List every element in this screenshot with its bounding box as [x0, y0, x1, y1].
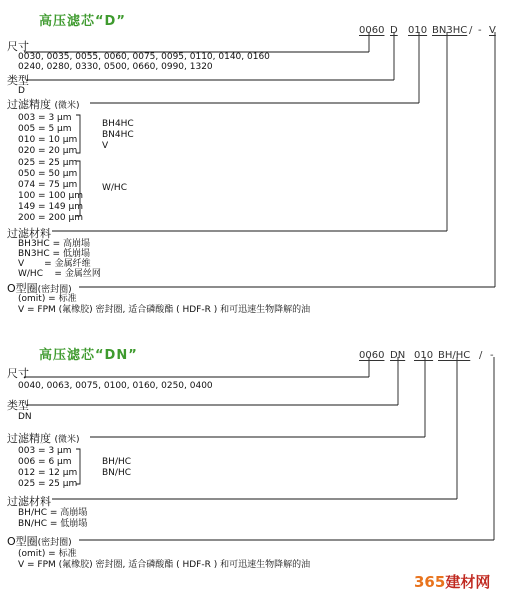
d-code-dash: -	[478, 25, 482, 36]
dn-precision-025: 025 = 25 μm	[18, 479, 78, 489]
dn-size-label: 尺寸	[7, 367, 29, 380]
d-code-material: BN3HC	[432, 25, 468, 36]
d-oring-label: O型圈(密封圈)	[7, 282, 72, 295]
d-material-row-1: BH3HC = 高崩塌	[18, 239, 90, 249]
d-group1-material-3: V	[102, 141, 109, 151]
dn-code-precision: 010	[414, 350, 434, 361]
d-size-row-1: 0030, 0035, 0055, 0060, 0075, 0095, 0110, 0140, 0160	[18, 52, 270, 62]
dn-oring-row-2: V = FPM (氟橡胶) 密封圈, 适合磷酸酯 ( HDF-R ) 和可迅速生物降解的油	[18, 560, 311, 570]
site-watermark	[414, 571, 490, 592]
dn-material-row-2: BN/HC = 低崩塌	[18, 519, 88, 529]
d-material-row-3: V = 金属纤维	[18, 259, 91, 269]
dn-code-material: BH/HC	[438, 350, 471, 361]
d-code-slash: /	[469, 25, 473, 36]
d-material-row-4: W/HC = 金属丝网	[18, 269, 101, 279]
d-precision-074: 074 = 75 μm	[18, 180, 78, 190]
watermark-text: 建材网	[445, 573, 491, 591]
d-title: 高压滤芯“D”	[39, 14, 126, 29]
d-precision-050: 050 = 50 μm	[18, 169, 78, 179]
d-type-value: D	[18, 86, 25, 96]
dn-code-slash: /	[479, 350, 483, 361]
d-group1-material-1: BH4HC	[102, 119, 134, 129]
dn-material-row-1: BH/HC = 高崩塌	[18, 508, 88, 518]
dn-code-size: 0060	[359, 350, 385, 361]
d-precision-005: 005 = 5 μm	[18, 124, 72, 134]
dn-type-label: 类型	[7, 399, 29, 412]
dn-group-material-2: BN/HC	[102, 468, 131, 478]
d-code-size: 0060	[359, 25, 385, 36]
d-precision-149: 149 = 149 μm	[18, 202, 83, 212]
d-code-type: D	[390, 25, 398, 36]
dn-precision-012: 012 = 12 μm	[18, 468, 78, 478]
d-code-precision: 010	[408, 25, 428, 36]
dn-size-row-1: 0040, 0063, 0075, 0100, 0160, 0250, 0400	[18, 381, 213, 391]
d-precision-020: 020 = 20 μm	[18, 146, 78, 156]
dn-code-dash: -	[490, 350, 494, 361]
dn-precision-006: 006 = 6 μm	[18, 457, 72, 467]
dn-title: 高压滤芯“DN”	[39, 348, 138, 363]
dn-code-type: DN	[390, 350, 406, 361]
d-code-oring: V	[489, 25, 496, 36]
d-material-label: 过滤材料	[7, 227, 51, 240]
d-group2-material: W/HC	[102, 183, 127, 193]
d-precision-200: 200 = 200 μm	[18, 213, 83, 223]
d-oring-row-2: V = FPM (氟橡胶) 密封圈, 适合磷酸酯 ( HDF-R ) 和可迅速生物降解的油	[18, 305, 311, 315]
dn-material-label: 过滤材料	[7, 495, 51, 508]
dn-oring-label: O型圈(密封圈)	[7, 535, 72, 548]
d-size-label: 尺寸	[7, 40, 29, 53]
d-size-row-2: 0240, 0280, 0330, 0500, 0660, 0990, 1320	[18, 62, 213, 72]
dn-precision-label: 过滤精度 (微米)	[7, 432, 80, 445]
d-type-label: 类型	[7, 74, 29, 87]
d-precision-010: 010 = 10 μm	[18, 135, 78, 145]
dn-group-material-1: BH/HC	[102, 457, 132, 467]
dn-type-value: DN	[18, 412, 32, 422]
d-precision-label: 过滤精度 (微米)	[7, 98, 80, 111]
d-material-row-2: BN3HC = 低崩塌	[18, 249, 90, 259]
d-oring-row-1: (omit) = 标准	[18, 294, 77, 304]
watermark-number: 365	[414, 573, 446, 591]
dn-oring-row-1: (omit) = 标准	[18, 549, 77, 559]
d-precision-003: 003 = 3 μm	[18, 113, 72, 123]
dn-precision-003: 003 = 3 μm	[18, 446, 72, 456]
d-group1-material-2: BN4HC	[102, 130, 134, 140]
d-precision-100: 100 = 100 μm	[18, 191, 83, 201]
d-precision-025: 025 = 25 μm	[18, 158, 78, 168]
